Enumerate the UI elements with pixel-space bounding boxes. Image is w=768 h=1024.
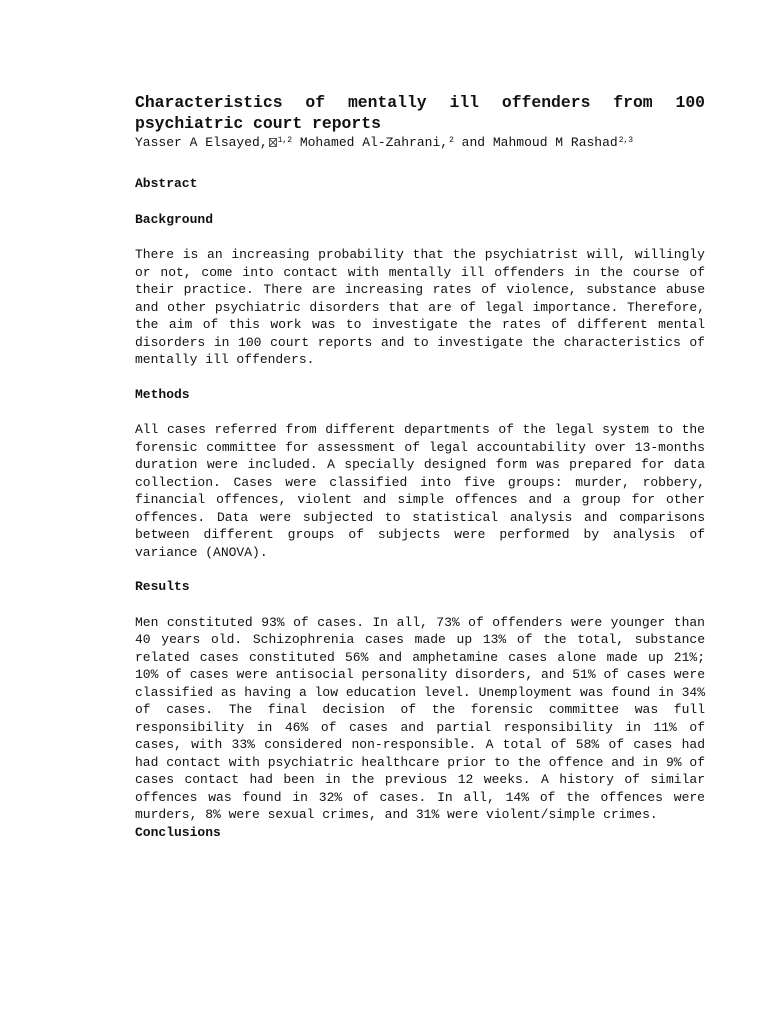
- paper-page: [135, 92, 705, 859]
- results-paragraph: Men constituted 93% of cases. In all, 73% of offenders were younger than 40 years old. Schizophrenia cases made up 13% of the total, substance related cases constituted 56% and amphetamine cases alone made up 21%; 10% of cases were antisocial personality disorders, and 51% of cases were classified as having a low education level. Unemployment was found in 34% of cases. The final decision of the forensic committee was full responsibility in 46% of cases and partial responsibility in 11% of cases, with 33% considered non-responsible. A total of 58% of cases had had contact with psychiatric healthcare prior to the offence and in 9% of cases contact had been in the previous 12 weeks. A history of similar offences was found in 32% of cases. In all, 14% of the offences were murders, 8% were sexual crimes, and 31% were violent/simple crimes.: [135, 614, 705, 822]
- methods-paragraph: All cases referred from different departments of the legal system to the forensic committee for assessment of legal accountability over 13-months duration were included. A specially designed form was prepared for data collection. Cases were classified into five groups: murder, robbery, financial offences, violent and simple offences and a group for other offences. Data were subjected to statistical analysis and comparisons between different groups of subjects were performed by analysis of variance (ANOVA).: [135, 422, 705, 560]
- abstract-heading: Abstract: [135, 176, 198, 191]
- author-affiliation: 2: [449, 136, 454, 145]
- author-name[interactable]: and Mahmoud M Rashad: [453, 135, 618, 150]
- conclusions-heading: Conclusions: [135, 824, 221, 840]
- author-name[interactable]: Mohamed Al-Zahrani,: [292, 135, 449, 150]
- author-affiliation: 2,3: [618, 136, 634, 145]
- results-heading: Results: [135, 579, 190, 594]
- methods-heading: Methods: [135, 386, 190, 402]
- background-paragraph: There is an increasing probability that the psychiatrist will, willingly or not, come into contact with mentally ill offenders in the course of their practice. There are increasing rates of violence, substance abuse and other psychiatric disorders that are of legal importance. Therefore, the aim of this work was to investigate the rates of different mental disorders in 100 court reports and to investigate the characteristics of mentally ill offenders.: [135, 247, 705, 367]
- background-heading: Background: [135, 211, 214, 227]
- paper-title: Characteristics of mentally ill offenders from 100 psychiatric court reports: [135, 93, 705, 133]
- author-affiliation: 1,2: [277, 136, 293, 145]
- email-icon[interactable]: [269, 138, 277, 147]
- author-list: [135, 134, 705, 151]
- author-name[interactable]: Yasser A Elsayed,: [135, 135, 268, 150]
